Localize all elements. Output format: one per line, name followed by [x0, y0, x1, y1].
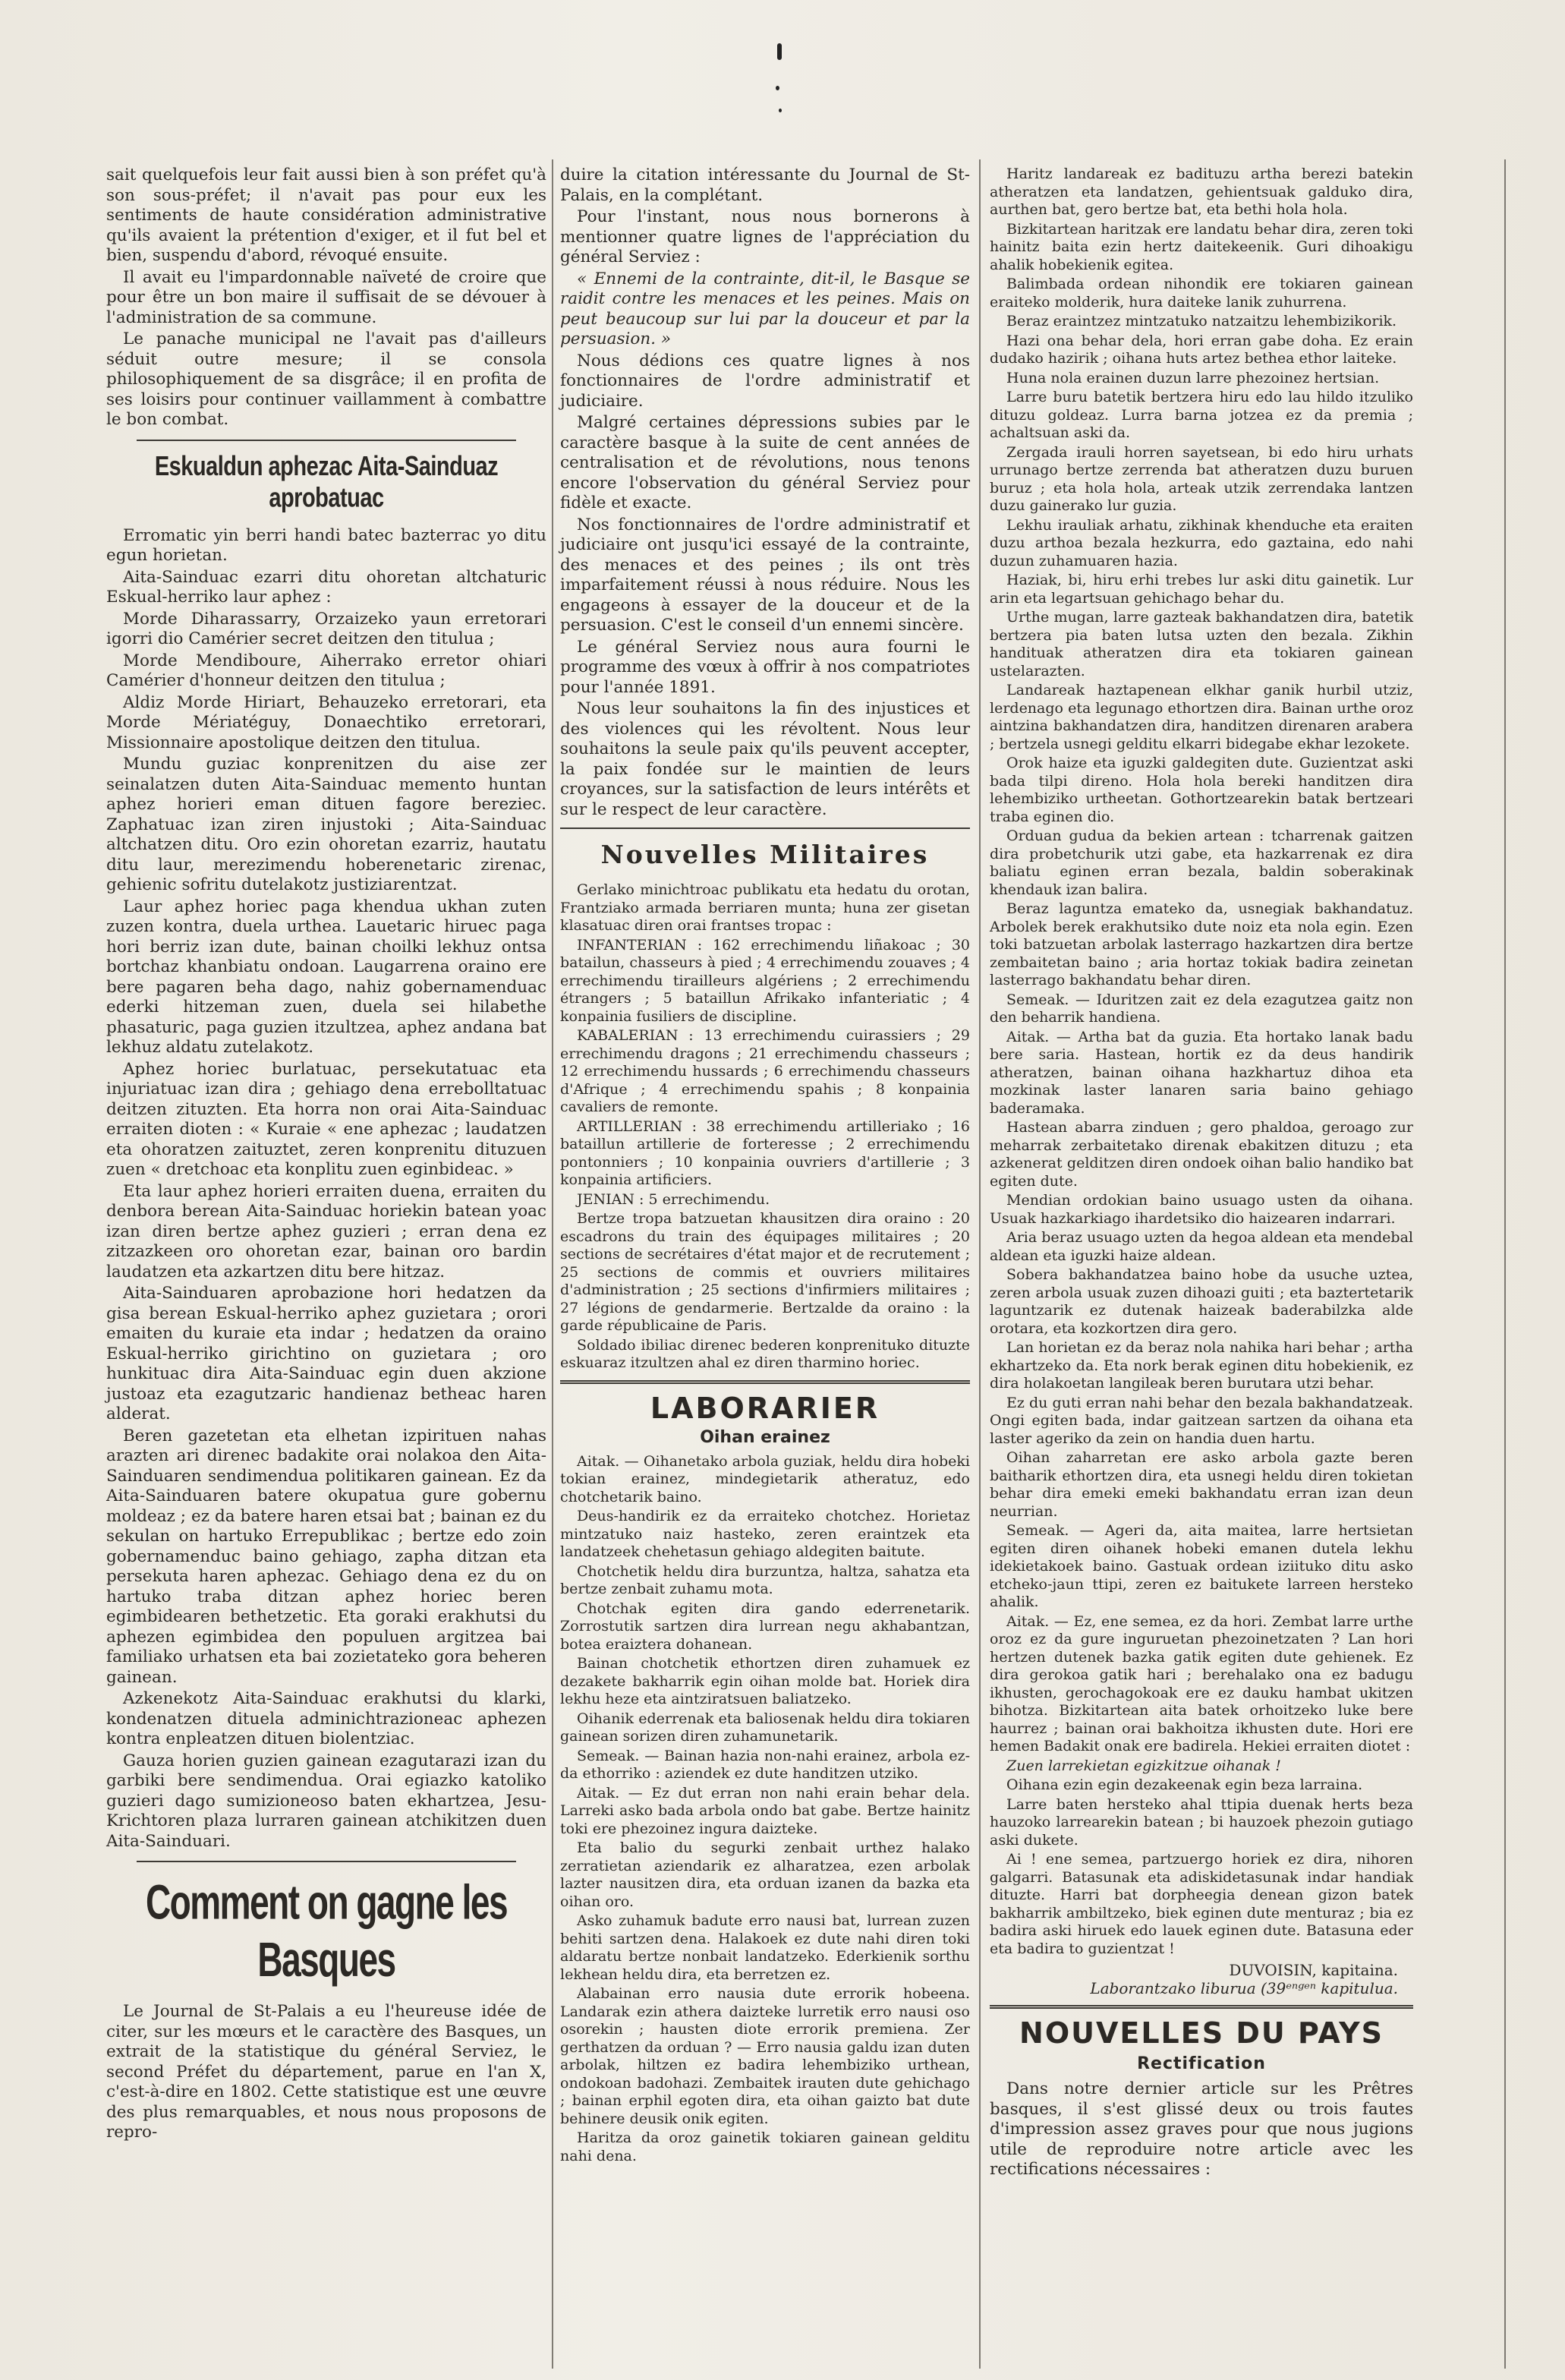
- article-subheading: Rectification: [1137, 2054, 1266, 2073]
- column-rule-2: [979, 159, 981, 2369]
- article-paragraph: Larre buru batetik bertzera hiru edo lau hildo itzuliko dituzu goldeaz. Lurra barna jotzea ez da premia ; achaltsuan aski da.: [990, 389, 1413, 441]
- article-paragraph: Aria beraz usuago uzten da hegoa aldean eta mendebal aldean eta iguzki haize aldean.: [990, 1229, 1413, 1264]
- article-paragraph: Pour l'instant, nous nous bornerons à mentionner quatre lignes de l'appréciation du général Serviez :: [560, 207, 970, 266]
- article-paragraph: Sobera bakhandatzea baino hobe da usuche uztea, zeren arbola usuak zuzen dihoazi guiti ; eta baztertetarik laguntzarik ez dutenak haizeak baderabilzka alde orotara, eta kozkortzen dira gero.: [990, 1266, 1413, 1337]
- section-divider: [137, 440, 516, 441]
- article-paragraph: Haritz landareak ez badituzu artha berezi batekin atheratzen eta landatzen, gehientsuak galduko dira, aurthen bat, gero bertze bat, eta bethi hola hola.: [990, 165, 1413, 218]
- article-paragraph: Aldiz Morde Hiriart, Behauzeko erretorari, eta Morde Mériatéguy, Donaechtiko erretorari, Missionnaire apostolique deitzen den titulua.: [106, 692, 546, 752]
- article-paragraph: Zergada irauli horren sayetsean, bi edo hiru urhats urrunago bertze zerrenda bat atheratzen duzu buruen buruz ; eta hola hola, arteak utzik zerrendaka lantzen duzu gainerako lur guzia.: [990, 443, 1413, 514]
- article-paragraph: Huna nola erainen duzun larre phezoinez hertsian.: [1006, 369, 1380, 386]
- article-paragraph: Aitak. — Ez, ene semea, ez da hori. Zembat larre urthe oroz ez da gure inguruetan phezoinetzaten ? Lan hori hertzen dutenek bazka gatik egiten dute gehienek. Ez dira gerokoa gatik hari ; berehalako ona ez badugu ikhusten, gerochagokoak ere ez dauku hambat ukitzen bihotza. Bizkitartean aita batek orhoitzeko luke bere haurrez ; bainan orai bakhoitza ikhusten dute. Hori ere hemen Badakit onak ere badirela. Hekiei erraiten diotet :: [990, 1612, 1413, 1754]
- article-paragraph: Hastean abarra zinduen ; gero phaldoa, geroago zur meharrak zerbaitetako direnak ebakitzen dituzu ; eta azkenerat gelditzen diren ondoek oihan balio handiko bat egiten dute.: [990, 1119, 1413, 1190]
- article-paragraph: Mundu guziac konprenitzen du aise zer seinalatzen duten Aita-Sainduac memento huntan aphez horieri eman dituen fagore bereziec. Zaphatuac izan ziren injustoki ; Aita-Sainduac altchatzen ditu. Oro ezin ohoretan ezarriz, hautatu ditu laur, merezimendu hoberenetaric zirenac, gehienic sofritu dutelakotz justiziarentzat.: [106, 755, 546, 894]
- signature-source: Laborantzako liburua (39ᵉⁿᵍᵉⁿ kapitulua.: [1090, 1979, 1398, 1997]
- section-divider: [560, 827, 970, 829]
- article-paragraph: Dans notre dernier article sur les Prêtres basques, il s'est glissé deux ou trois fautes d'impression assez graves pour que nous jugions utile de reproduire notre article avec les rectifications nécessaires :: [990, 2079, 1413, 2179]
- article-paragraph: Chotchetik heldu dira burzuntza, haltza, sahatza eta bertze zenbait zuhamu mota.: [560, 1562, 970, 1597]
- column-1: [106, 165, 546, 2145]
- article-paragraph: Larre baten hersteko ahal ttipia duenak herts beza hauzoko larrearekin batean ; bi hauzoek phezoin gutiago aski dukete.: [990, 1795, 1413, 1849]
- article-paragraph: INFANTERIAN : 162 errechimendu liñakoac ; 30 batailun, chasseurs à pied ; 4 errechimendu zouaves ; 4 errechimendu tirailleurs algériens ; 2 errechimendu étrangers ; 5 bataillun Afrikako infanteriatic ; 4 konpainia fusiliers de discipline.: [560, 936, 970, 1025]
- laborarier-body: [560, 1453, 970, 2166]
- article-paragraph: Nous leur souhaitons la fin des injustices et des violences qui les révoltent. Nous leur souhaitons la seule paix qu'ils peuvent accepter, la paix fondée sur le maintien de leurs croyances, sur la satisfaction de leurs intérêts et sur le respect de leur caractère.: [560, 699, 970, 819]
- article-paragraph: Ez du guti erran nahi behar den bezala bakhandatzeak. Ongi egiten bada, indar gaitzean sartzen da oihana eta laster ageriko da zein on handia duen hartu.: [990, 1394, 1413, 1447]
- article-paragraph: Aita-Sainduac ezarri ditu ohoretan altchaturic Eskual-herriko laur aphez :: [106, 567, 546, 607]
- article-paragraph: Semeak. — Bainan hazia non-nahi erainez, arbola ez-da ethorriko : aziendek ez dute handitzen utziko.: [560, 1747, 970, 1782]
- article-paragraph: Aphez horiec burlatuac, persekutatuac eta injuriatuac izan dira ; gehiago dena errebolltatuac deitzen zituzten. Eta horra non orai Aita-Sainduac erraiten dioten : « Kuraie « ene aphezac ; laudatzen eta ohoratzen zaituztet, zeren konprenitu dituzuen zuen « dretchoac eta konplitu zuen eginbideac. »: [106, 1059, 546, 1179]
- column-3: [990, 165, 1413, 2182]
- article-paragraph: Mendian ordokian baino usuago usten da oihana. Usuak hazkarkiago ihardetsiko dio haizearen indarrari.: [990, 1192, 1413, 1227]
- article-paragraph: Eta laur aphez horieri erraiten duena, erraiten du denbora berean Aita-Sainduac horiekin batean yoac izan diren bertze aphez guzieri ; erran dena ez zitzazkeen oro ohoretan ezar, bainan oro bardin laudatzen eta azkartzen ditu bere hitzaz.: [106, 1181, 546, 1281]
- article-paragraph: Orduan gudua da bekien artean : tcharrenak gaitzen dira probetchurik utzi gabe, eta hazkarrenak ez dira baliatu eginen erran bezala, baldin soberakinak khendauk izan balira.: [990, 827, 1413, 898]
- article-paragraph: Azkenekotz Aita-Sainduac erakhutsi du klarki, kondenatzen dituela adminichtrazioneac aphezen kontra enpleatzen dituen biolentziac.: [106, 1689, 546, 1748]
- article-paragraph: Ai ! ene semea, partzuergo horiek ez dira, nihoren galgarri. Batasunak eta adiskidetasunak indar handiak dituzte. Harri bat dorpheegia denean gizon batek bakharrik ambiltzeko, biek eginen dute menturaz ; bia ez badira aski hiruek edo lauek eginen dute. Batasuna eder eta badira to guzientzat !: [990, 1851, 1413, 1957]
- article-paragraph: Lan horietan ez da beraz nola nahika hari behar ; artha ekhartzeko da. Eta nork berak eginen ditu hobekienik, ez dira holakoetan langileak beren burutara utzi behar.: [990, 1339, 1413, 1392]
- section-divider: [137, 1861, 516, 1862]
- section-divider: [560, 1380, 970, 1384]
- article-heading-laborarier: LABORARIER: [650, 1391, 880, 1425]
- intro-paragraph: sait quelquefois leur fait aussi bien à son préfet qu'à son sous-préfet; il n'avait pas pour eux les sentiments de haute considération administrative qu'ils avaient la prétention d'exiger, et il fut bel et bien, suspendu d'abord, révoqué ensuite.: [106, 165, 546, 265]
- article-paragraph: Beraz laguntza emateko da, usnegiak bakhandatuz. Arbolek berek erakhutsiko dute noiz eta nola egin. Ezen toki batzuetan arbolak lasterrago hazkartzen dira bertze zembaitetan baino ; aria hortaz tokiak badira zeinetan lasterrago bakhandatu behar diren.: [990, 900, 1413, 988]
- italic-line: Zuen larrekietan egizkitzue oihanak !: [1006, 1757, 1281, 1774]
- article-paragraph: ARTILLERIAN : 38 errechimendu artilleriako ; 16 bataillun artillerie de forteresse ; 2 errechimendu pontonniers ; 10 konpainia ouvriers d'artillerie ; 3 konpainia artificiers.: [560, 1117, 970, 1188]
- article-paragraph: Bertze tropa batzuetan khausitzen dira oraino : 20 escadrons du train des équipages militaires ; 20 sections de secrétaires d'état major et de recrutement ; 25 sections de commis et ouvriers militaires d'administration ; 25 sections d'infirmiers militaires ; 27 légions de gendarmerie. Bertzalde da oraino : la garde républicaine de Paris.: [560, 1210, 970, 1334]
- section-divider: [990, 2005, 1413, 2009]
- laborarier-continued: [990, 165, 1413, 1958]
- signature: DUVOISIN, kapitaina.: [1229, 1961, 1398, 1979]
- article-paragraph: Landareak haztapenean elkhar ganik hurbil utziz, lerdenago eta legunago ethortzen dira. Bainan urthe oroz aintzina bakhandatzen dira, handitzen direnaren arabera ; bertzela usnegi gelditu elkarri bidegabe ekhar lezokete.: [990, 682, 1413, 752]
- article-paragraph: Bizkitartean haritzak ere landatu behar dira, zeren toki hainitz baita ezin hertz daitekeenik. Guri dihoakigu ahalik hobekienik egitea.: [990, 220, 1413, 273]
- article-paragraph: Nous dédions ces quatre lignes à nos fonctionnaires de l'ordre administratif et judiciaire.: [560, 351, 970, 411]
- intro-paragraph: Il avait eu l'impardonnable naïveté de croire que pour être un bon maire il suffisait de se dévouer à l'administration de sa commune.: [106, 267, 546, 327]
- article-paragraph: Oihan zaharretan ere asko arbola gazte beren baitharik ethortzen dira, eta usnegi heldu diren tokietan behar dira emeki emeki bakhandatu erran izan deun neurrian.: [990, 1449, 1413, 1520]
- article-paragraph: Haritza da oroz gainetik tokiaren gainean gelditu nahi dena.: [560, 2129, 970, 2164]
- article-paragraph: Nos fonctionnaires de l'ordre administratif et judiciaire ont jusqu'ici essayé de la contrainte, des menaces et des peines ; ils ont très imparfaitement réussi à nous réduire. Nous les engageons à essayer de la douceur et de la persuasion. C'est le conseil d'un ennemi sincère.: [560, 515, 970, 635]
- article-paragraph: Malgré certaines dépressions subies par le caractère basque à la suite de cent années de centralisation et de révolutions, nous tenons encore l'observation du général Serviez pour fidèle et exacte.: [560, 413, 970, 512]
- article-paragraph: Soldado ibiliac direnec bederen konprenituko dituzte eskuaraz itzultzen ahal ez diren tharmino horiec.: [560, 1336, 970, 1371]
- column-rule-3: [1504, 159, 1506, 2369]
- article-paragraph: Beren gazetetan eta elhetan izpirituen nahas arazten ari direnec badakite orai nolakoa den Aita-Sainduaren sendimendua politikaren gainean. Ez da Aita-Sainduaren batere okupatua gure gobernu moldeaz ; ez da batere haren etsai bat ; bainan ez du sekulan on hartuko Errepublikac ; bertze edo zoin gobernamenduc baino gehiago, zapha ditzan eta persekuta haren aphezac. Gehiago dena ez du on hartuko traba ditzan aphez horiec beren egimbidearen bethetzetic. Eta goraki erakhutsi du aphezen egimbidea den populuen argitzea bai familiako urhatsen eta bai zozietateko gora beheren gainean.: [106, 1426, 546, 1687]
- column-rule-1: [552, 159, 553, 2369]
- article-heading-eskualdun: Eskualdun aphezac Aita-Sainduaz aprobatuac: [154, 451, 499, 513]
- column-2: [560, 165, 970, 2167]
- article-paragraph: Morde Mendiboure, Aiherrako erretor ohiari Camérier d'honneur deitzen den titulua ;: [106, 651, 546, 690]
- article-paragraph: Laur aphez horiec paga khendua ukhan zuten zuzen kontra, duela urthea. Lauetaric hiruec paga hori berriz izan dute, bainan choilki lekhuz ontsa bortchaz khanbiatu ondoan. Laugarrena oraino ere bere pagaren beha dago, nahiz gobernamenduac ederki hitzeman zuen, duela sei hilabethe phasaturic, paga guzien itzultzea, aphez andana bat lekhuz aldatu zutelakotz.: [106, 897, 546, 1057]
- intro-paragraph: Le panache municipal ne l'avait pas d'ailleurs séduit outre mesure; il se consola philosophiquement de sa disgrâce; il en profita de ses loisirs pour continuer vaillamment à combattre le bon combat.: [106, 329, 546, 429]
- article-paragraph: Urthe mugan, larre gazteak bakhandatzen dira, batetik bertzera pia baten lutsa uzten den bezala. Zikhin handituak atheratzen dira eta tokiaren gainean ustelarazten.: [990, 609, 1413, 679]
- article-paragraph: Aitak. — Artha bat da guzia. Eta hortako lanak badu bere saria. Hastean, hortik ez da deus handirik atheratzen, bainan oihana hazkhartuz dihoa eta mozkinak laster lanaren saria baino gehiago baderamaka.: [990, 1028, 1413, 1117]
- article-paragraph: Semeak. — Iduritzen zait ez dela ezagutzea gaitz non den beharrik handiena.: [990, 991, 1413, 1026]
- article-paragraph: Erromatic yin berri handi batec bazterrac yo ditu egun horietan.: [106, 525, 546, 565]
- article-paragraph: Bainan chotchetik ethortzen diren zuhamuek ez dezakete bakharrik egin oihan molde bat. Horiek dira lekhu heze eta aintziratsuen baliatzeko.: [560, 1655, 970, 1707]
- article-paragraph: Gauza horien guzien gainean ezagutarazi izan du garbiki bere sendimendua. Orai egiazko katoliko guzieri dago sumizioneoso baten ekhartzea, Jesu-Krichtoren plaza lurraren gainean atchikitzen duen Aita-Sainduari.: [106, 1751, 546, 1851]
- article-paragraph: Deus-handirik ez da erraiteko chotchez. Horietaz mintzatuko naiz hasteko, zeren eraintzek eta landatzeek chehetasun gehiago aldegiten baitute.: [560, 1508, 970, 1560]
- article-paragraph: Aitak. — Oihanetako arbola guziak, heldu dira hobeki tokian erainez, mindegietarik atheratuz, edo chotchetarik baino.: [560, 1452, 970, 1505]
- article-paragraph: Morde Diharassarry, Orzaizeko yaun erretorari igorri dio Camérier secret deitzen den titulua ;: [106, 609, 546, 648]
- article-paragraph: Balimbada ordean nihondik ere tokiaren gainean eraiteko molderik, hura daiteke lanik zuhurrena.: [990, 276, 1413, 311]
- article-paragraph: Le Journal de St-Palais a eu l'heureuse idée de citer, sur les mœurs et le caractère des Basques, un extrait de la statistique du général Serviez, le second Préfet du département, parue en l'an X, c'est-à-dire en 1802. Cette statistique est une œuvre des plus remarquables, et nous nous proposons de repro-: [106, 2002, 546, 2142]
- article-paragraph: Aita-Sainduaren aprobazione hori hedatzen da gisa berean Eskual-herriko aphez guzietara ; orori emaiten du kuraie eta indar ; hedatzen da oraino Eskual-herriko girichtino on guzietara ; oro hunkituac dira Aita-Sainduac egin duen akzione justoaz eta ezagutzaric handienaz betheac haren alderat.: [106, 1284, 546, 1423]
- article-paragraph: Oihanik ederrenak eta baliosenak heldu dira tokiaren gainean sorizen diren zuhamunetarik.: [560, 1710, 970, 1745]
- article-paragraph: Hazi ona behar dela, hori erran gabe doha. Ez erain dudako hazirik ; oihana huts artez bethea ethor laiteke.: [990, 332, 1413, 367]
- article-paragraph: Eta balio du segurki zenbait urthez halako zerratietan aziendarik ez alharatzea, ezen arbolak lazter nausitzen dira, eta orduan izanen da bazka eta oihan oro.: [560, 1839, 970, 1910]
- quote-paragraph: « Ennemi de la contrainte, dit-il, le Basque se raidit contre les menaces et les peines. Mais on peut beaucoup sur lui par la douceur et par la persuasion. »: [560, 269, 970, 348]
- article-heading-comment: Comment on gagne les Basques: [145, 1874, 508, 1988]
- article-paragraph: Aitak. — Ez dut erran non nahi erain behar dela. Larreki asko bada arbola ondo bat gabe. Bertze hainitz toki ere phezoinez ingura daizteke.: [560, 1784, 970, 1837]
- article-subheading: Oihan erainez: [700, 1427, 830, 1447]
- article-paragraph: duire la citation intéressante du Journal de St-Palais, en la complétant.: [560, 165, 970, 205]
- militaires-body: [560, 881, 970, 1373]
- article-paragraph: Oihana ezin egin dezakeenak egin beza larraina.: [1006, 1776, 1363, 1793]
- article-paragraph: Orok haize eta iguzki galdegiten dute. Guzientzat aski bada tilpi direno. Hola hola bereki handitzen dira lehembiziko urtheetan. Gothortzearekin batak bertzeari traba eginen dio.: [990, 755, 1413, 825]
- article-paragraph: Asko zuhamuk badute erro nausi bat, lurrean zuzen behiti sartzen dena. Halakoek ez dute nahi diren toki aldaratu bertze nonbait landatzeko. Ederkienik sorthu lekhean heldu dira, eta berretzen ez.: [560, 1912, 970, 1983]
- article-paragraph: JENIAN : 5 errechimendu.: [577, 1190, 770, 1208]
- article-paragraph: Alabainan erro nausia dute errorik hobeena. Landarak ezin athera daizteke lurretik erro nausi oso osorekin ; hausten diote errorik premiena. Zer gerthatzen da orduan ? — Erro nausia galdu izan duten arbolak, hiltzen ez badira lehembiziko urthean, ondokoan badohazi. Zembaitek irauten dute gehichago ; bainan erphil egoten dira, eta oihan gaizto bat dute behinere deusik onik egiten.: [560, 1985, 970, 2127]
- article-heading-nouvelles: NOUVELLES DU PAYS: [1019, 2016, 1384, 2050]
- article-paragraph: Gerlako minichtroac publikatu eta hedatu du orotan, Frantziako armada berriaren munta; huna zer gisetan klasatuac diren orai frantses tropac :: [560, 881, 970, 934]
- article-paragraph: Haziak, bi, hiru erhi trebes lur aski ditu gainetik. Lur arin eta legartsuan gehichago behar du.: [990, 572, 1413, 607]
- article-paragraph: KABALERIAN : 13 errechimendu cuirassiers ; 29 errechimendu dragons ; 21 errechimendu chasseurs ; 12 errechimendu hussards ; 6 errechimendu chasseurs d'Afrique ; 4 errechimendu spahis ; 8 konpainia cavaliers de remonte.: [560, 1027, 970, 1115]
- article-heading-militaires: Nouvelles Militaires: [600, 840, 930, 869]
- article-paragraph: Chotchak egiten dira gando ederrenetarik. Zorrostutik sartzen dira lurrean negu akhabantzan, botea eraiztera dohanean.: [560, 1600, 970, 1653]
- article-paragraph: Semeak. — Ageri da, aita maitea, larre hertsietan egiten diren oihanek hobeki emanen dutela lekhu idekietakoek baino. Gastuak ordean iziituko ditu asko etcheko-jaun ttipi, zeren ez baitukete larreen hersteko ahalik.: [990, 1522, 1413, 1610]
- article-paragraph: Lekhu irauliak arhatu, zikhinak khenduche eta eraiten duzu arthoa bezala hezkurra, edo gaztaina, edo nahi duzun zuhamuaren hazia.: [990, 516, 1413, 569]
- article-paragraph: Beraz eraintzez mintzatuko natzaitzu lehembizikorik.: [1006, 313, 1397, 329]
- article-paragraph: Le général Serviez nous aura fourni le programme des vœux à offrir à nos compatriotes pour l'année 1891.: [560, 637, 970, 697]
